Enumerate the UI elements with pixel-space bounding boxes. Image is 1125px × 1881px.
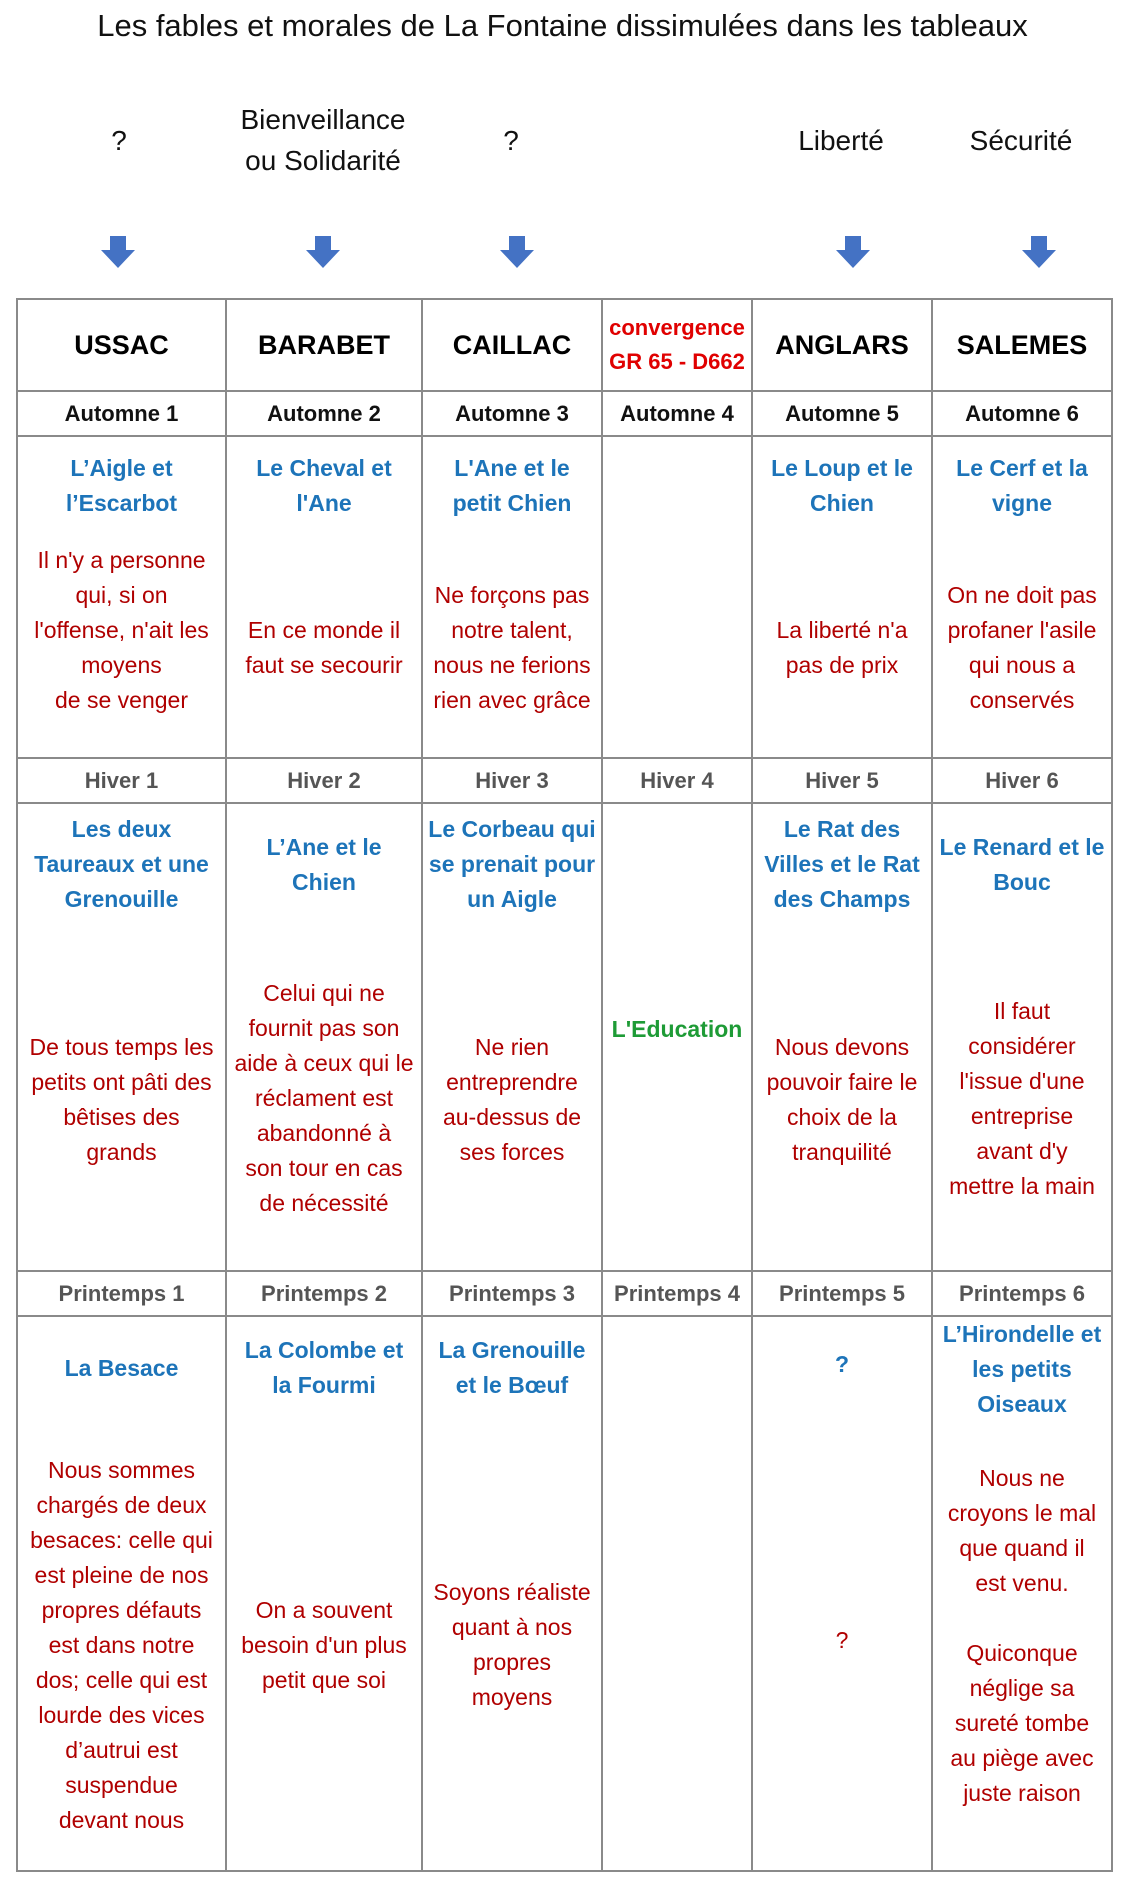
theme-ussac: ? bbox=[111, 124, 127, 156]
page-title: Les fables et morales de La Fontaine dissimulées dans les tableaux bbox=[97, 8, 1028, 43]
column-header-salemes: SALEMES bbox=[932, 299, 1112, 391]
fable-cell bbox=[226, 436, 422, 758]
moral-text: Il faut considérer l'issue d'une entreprise avant d'y mettre la main bbox=[949, 998, 1095, 1199]
fable-cell bbox=[17, 1316, 226, 1871]
fable-title: Le Corbeau qui se prenait pour un Aigle bbox=[428, 816, 596, 912]
fable-title: La Grenouille et le Bœuf bbox=[438, 1337, 586, 1398]
moral-text: Nous sommes chargés de deux besaces: celle qui est pleine de nos propres défauts est dans notre dos; celle qui est lourde des vices d’autrui est suspendue devant nous bbox=[30, 1457, 213, 1833]
fable-cell bbox=[422, 1316, 602, 1871]
fable-cell-empty bbox=[602, 1316, 752, 1871]
season-label: Hiver 5 bbox=[752, 758, 932, 803]
season-label: Hiver 1 bbox=[17, 758, 226, 803]
content-row-autumn bbox=[17, 436, 1112, 758]
moral-text: Ne forçons pas notre talent, nous ne ferions rien avec grâce bbox=[433, 582, 591, 713]
arrow-down-icon bbox=[836, 236, 870, 268]
fable-title: Le Cheval et l'Ane bbox=[256, 455, 392, 516]
season-row-spring bbox=[17, 1271, 1112, 1316]
season-row-autumn bbox=[17, 391, 1112, 436]
fable-cell-empty bbox=[602, 436, 752, 758]
content-row-spring bbox=[17, 1316, 1112, 1871]
moral-text: Soyons réaliste quant à nos propres moyens bbox=[433, 1579, 591, 1710]
fable-cell bbox=[932, 803, 1112, 1271]
season-label: Automne 2 bbox=[226, 391, 422, 436]
fable-title: La Colombe et la Fourmi bbox=[244, 1337, 404, 1398]
fable-cell bbox=[17, 803, 226, 1271]
season-label: Printemps 3 bbox=[422, 1271, 602, 1316]
fable-title-unknown: ? bbox=[834, 1351, 850, 1377]
fable-cell bbox=[752, 1316, 932, 1871]
season-label: Hiver 3 bbox=[422, 758, 602, 803]
fable-cell bbox=[226, 803, 422, 1271]
arrow-down-icon bbox=[1022, 236, 1056, 268]
moral-text: Nous devons pouvoir faire le choix de la tranquilité bbox=[766, 1034, 918, 1165]
season-row-winter bbox=[17, 758, 1112, 803]
moral-text: On a souvent besoin d'un plus petit que soi bbox=[241, 1597, 407, 1693]
fable-cell bbox=[226, 1316, 422, 1871]
season-label: Printemps 1 bbox=[17, 1271, 226, 1316]
column-header-barabet: BARABET bbox=[226, 299, 422, 391]
season-label: Automne 3 bbox=[422, 391, 602, 436]
season-label: Printemps 6 bbox=[932, 1271, 1112, 1316]
fable-title: L’Hirondelle et les petits Oiseaux bbox=[942, 1321, 1102, 1417]
theme-anglars: Liberté bbox=[798, 124, 884, 156]
fable-cell bbox=[17, 436, 226, 758]
theme-barabet: Bienveillance ou Solidarité bbox=[240, 104, 406, 176]
moral-text: De tous temps les petits ont pâti des bêtises des grands bbox=[29, 1034, 214, 1165]
moral-text: On ne doit pas profaner l'asile qui nous a conservés bbox=[947, 582, 1097, 713]
fable-cell bbox=[422, 803, 602, 1271]
fable-title: Le Cerf et la vigne bbox=[956, 455, 1088, 516]
season-label: Automne 6 bbox=[932, 391, 1112, 436]
fable-cell bbox=[602, 803, 752, 1271]
season-label: Printemps 5 bbox=[752, 1271, 932, 1316]
fable-title: Le Rat des Villes et le Rat des Champs bbox=[764, 816, 920, 912]
fable-title: L'Ane et le petit Chien bbox=[452, 455, 572, 516]
season-label: Hiver 2 bbox=[226, 758, 422, 803]
moral-text: Celui qui ne fournit pas son aide à ceux qui le réclament est abandonné à son tour en cas de nécessité bbox=[234, 980, 414, 1216]
season-label: Printemps 4 bbox=[602, 1271, 752, 1316]
moral-text: Ne rien entreprendre au-dessus de ses forces bbox=[442, 1034, 582, 1165]
fable-title: Les deux Taureaux et une Grenouille bbox=[34, 816, 209, 912]
fable-cell bbox=[752, 803, 932, 1271]
fable-title: Le Renard et le Bouc bbox=[939, 834, 1105, 895]
column-header-convergence: convergence GR 65 - D662 bbox=[602, 299, 752, 391]
fable-title: La Besace bbox=[64, 1355, 179, 1381]
season-label: Hiver 6 bbox=[932, 758, 1112, 803]
fable-cell bbox=[932, 1316, 1112, 1871]
arrow-down-icon bbox=[101, 236, 135, 268]
arrow-down-icon bbox=[306, 236, 340, 268]
fables-table bbox=[16, 298, 1113, 1872]
fable-cell bbox=[752, 436, 932, 758]
fable-title: Le Loup et le Chien bbox=[771, 455, 913, 516]
season-label: Automne 5 bbox=[752, 391, 932, 436]
moral-text-unknown: ? bbox=[835, 1627, 849, 1653]
moral-text: En ce monde il faut se secourir bbox=[245, 617, 403, 678]
village-header-row bbox=[17, 299, 1112, 391]
moral-text: Il n'y a personne qui, si on l'offense, n'ait les moyens de se venger bbox=[34, 547, 209, 713]
season-label: Automne 1 bbox=[17, 391, 226, 436]
arrow-down-icon bbox=[500, 236, 534, 268]
fable-cell bbox=[422, 436, 602, 758]
fable-cell bbox=[932, 436, 1112, 758]
theme-salemes: Sécurité bbox=[969, 124, 1073, 156]
season-label: Hiver 4 bbox=[602, 758, 752, 803]
content-row-winter bbox=[17, 803, 1112, 1271]
theme-caillac: ? bbox=[503, 124, 519, 156]
moral-text: Nous ne croyons le mal que quand il est venu. Quiconque néglige sa sureté tombe au piège avec juste raison bbox=[947, 1465, 1097, 1806]
fable-title: L’Ane et le Chien bbox=[266, 834, 382, 895]
season-label: Automne 4 bbox=[602, 391, 752, 436]
column-header-ussac: USSAC bbox=[17, 299, 226, 391]
fable-title: L’Aigle et l’Escarbot bbox=[65, 455, 178, 516]
education-label: L'Education bbox=[611, 1016, 743, 1042]
column-header-caillac: CAILLAC bbox=[422, 299, 602, 391]
column-header-anglars: ANGLARS bbox=[752, 299, 932, 391]
season-label: Printemps 2 bbox=[226, 1271, 422, 1316]
moral-text: La liberté n'a pas de prix bbox=[776, 617, 908, 678]
